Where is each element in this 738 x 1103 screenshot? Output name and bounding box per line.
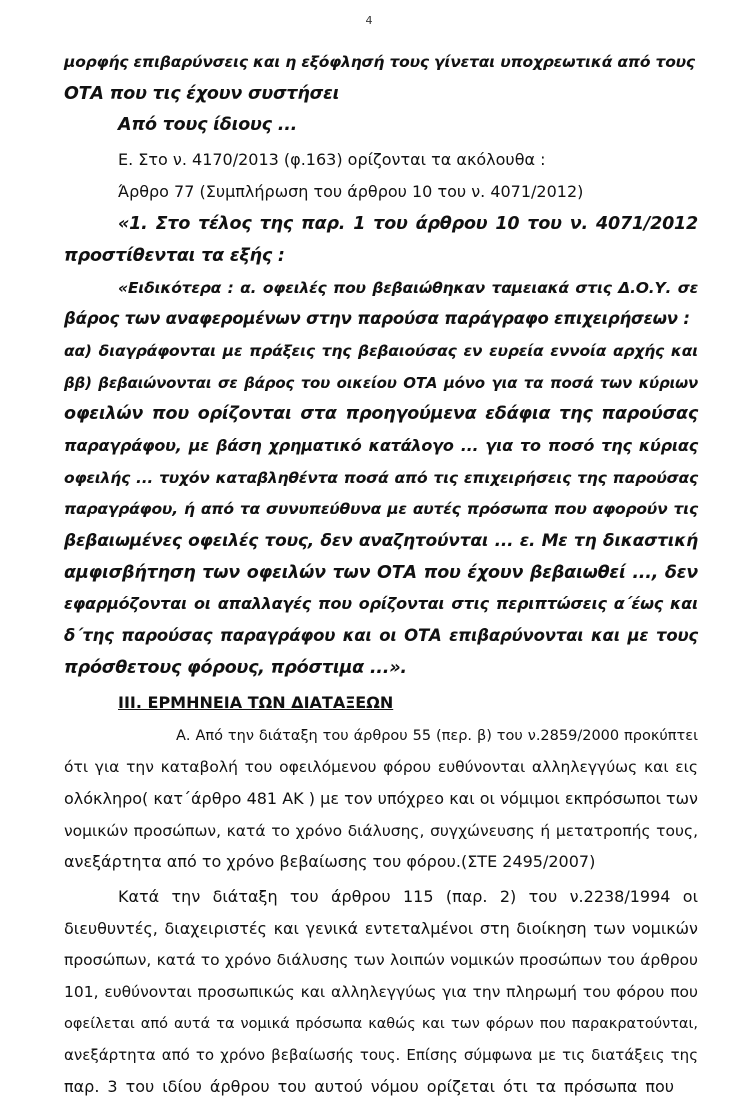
para-a-line-3: ολόκληρο( κατ΄άρθρο 481 ΑΚ ) με τον υπόχρεο και οι νόμιμοι εκπρόσωποι των xyxy=(64,789,698,809)
quote-line-13: εφαρμόζονται οι απαλλαγές που ορίζονται στις περιπτώσεις α΄έως και xyxy=(64,594,698,614)
page-number: 4 xyxy=(365,14,373,27)
quote-line-5: αα) διαγράφονται με πράξεις της βεβαιούσας εν ευρεία εννοία αρχής και xyxy=(64,341,698,360)
quote-line-2: προστίθενται τα εξής : xyxy=(64,245,285,266)
para-a-line-2: ότι για την καταβολή του οφειλόμενου φόρου ευθύνονται αλληλεγγύως και εις xyxy=(64,758,698,777)
para-b-line-6: ανεξάρτητα από το χρόνο βεβαίωσής τους. Επίσης σύμφωνα με τις διατάξεις της xyxy=(64,1046,698,1065)
para-b-line-2: διευθυντές, διαχειριστές και γενικά εντεταλμένοι στη διοίκηση των νομικών xyxy=(64,918,698,938)
quote-line-11: βεβαιωμένες οφειλές τους, δεν αναζητούνται ... ε. Με τη δικαστική xyxy=(64,530,698,551)
quote-line-3: «Ειδικότερα : α. οφειλές που βεβαιώθηκαν ταμειακά στις Δ.Ο.Υ. σε xyxy=(118,278,698,297)
para-a-line-1: Α. Από την διάταξη του άρθρου 55 (περ. β) του ν.2859/2000 προκύπτει xyxy=(176,727,698,744)
quote-line-12: αμφισβήτηση των οφειλών των ΟΤΑ που έχουν βεβαιωθεί ..., δεν xyxy=(64,562,698,583)
para-b-line-1: Κατά την διάταξη του άρθρου 115 (παρ. 2) του ν.2238/1994 οι xyxy=(118,886,698,906)
para-b-line-4: 101, ευθύνονται προσωπικώς και αλληλεγγύως για την πληρωμή του φόρου που xyxy=(64,982,698,1001)
para-b-line-3: προσώπων, κατά το χρόνο διάλυσης των λοιπών νομικών προσώπων του άρθρου xyxy=(64,951,698,970)
quote-line-9: οφειλής ... τυχόν καταβληθέντα ποσά από τις επιχειρήσεις της παρούσας xyxy=(64,468,698,487)
quote-line-15: πρόσθετους φόρους, πρόστιμα ...». xyxy=(64,657,407,678)
quote-line-14: δ΄της παρούσας παραγράφου και οι ΟΤΑ επιβαρύνονται και με τους xyxy=(64,625,698,645)
bold-line-3: Από τους ίδιους ... xyxy=(118,115,298,136)
para-b-line-5: οφείλεται από αυτά τα νομικά πρόσωπα καθώς και των φόρων που παρακρατούνται, xyxy=(64,1015,698,1032)
para-a-line-4: νομικών προσώπων, κατά το χρόνο διάλυσης, συγχώνευσης ή μετατροπής τους, xyxy=(64,821,698,840)
quote-line-10: παραγράφου, ή από τα συνυπεύθυνα με αυτές πρόσωπα που αφορούν τις xyxy=(64,500,698,519)
quote-line-4: βάρος των αναφερομένων στην παρούσα παράγραφο επιχειρήσεων : xyxy=(64,309,690,329)
quote-line-8: παραγράφου, με βάση χρηματικό κατάλογο ... για το ποσό της κύριας xyxy=(64,435,698,455)
bold-line-2: ΟΤΑ που τις έχουν συστήσει xyxy=(64,83,340,104)
law-article-line: Άρθρο 77 (Συμπλήρωση του άρθρου 10 του ν. 4071/2012) xyxy=(118,181,584,201)
quote-line-7: οφειλών που ορίζονται στα προηγούμενα εδάφια της παρούσας xyxy=(64,404,698,425)
para-a-line-5: ανεξάρτητα από το χρόνο βεβαίωσης του φόρου.(ΣΤΕ 2495/2007) xyxy=(64,852,596,872)
quote-line-1: «1. Στο τέλος της παρ. 1 του άρθρου 10 του ν. 4071/2012 xyxy=(118,214,698,235)
section-heading: III. ΕΡΜΗΝΕΙΑ ΤΩΝ ΔΙΑΤΑΞΕΩΝ xyxy=(118,693,394,713)
para-b-line-7: παρ. 3 του ιδίου άρθρου του αυτού νόμου ορίζεται ότι τα πρόσωπα που xyxy=(64,1077,674,1096)
bold-line-1: μορφής επιβαρύνσεις και η εξόφλησή τους γίνεται υποχρεωτικά από τους xyxy=(64,53,695,71)
quote-line-6: ββ) βεβαιώνονται σε βάρος του οικείου ΟΤΑ μόνο για τα ποσά των κύριων xyxy=(64,373,698,392)
law-e-line: Ε. Στο ν. 4170/2013 (φ.163) ορίζονται τα ακόλουθα : xyxy=(118,149,546,169)
